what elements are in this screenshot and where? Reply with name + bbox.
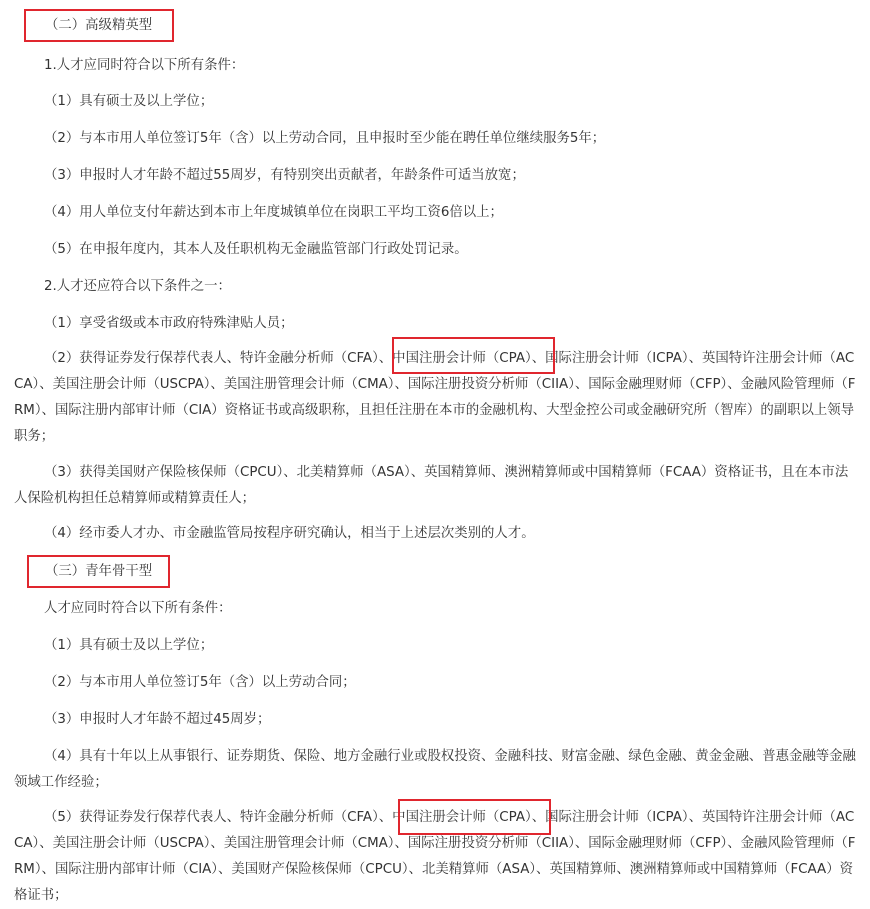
section2-req2-item-3: （3）获得美国财产保险核保师（CPCU）、北美精算师（ASA）、英国精算师、澳洲精算师或中国精算师（FCAA）资格证书，且在本市法人保险机构担任总精算师或精算责任人； — [14, 465, 849, 506]
section3-cpa-highlight — [398, 799, 551, 835]
section2-req2-item-1: （1）享受省级或本市政府特殊津贴人员； — [44, 316, 294, 331]
section3-req-title: 人才应同时符合以下所有条件： — [44, 601, 232, 616]
section2-req1-item-2: （2）与本市用人单位签订5年（含）以上劳动合同，且申报时至少能在聘任单位继续服务5年； — [44, 131, 606, 146]
section3-item-1: （1）具有硕士及以上学位； — [44, 638, 214, 653]
section2-req1-item-3: （3）申报时人才年龄不超过55周岁，有特别突出贡献者，年龄条件可适当放宽； — [44, 168, 525, 183]
section2-cpa-highlight — [392, 337, 555, 374]
section2-req1-item-5: （5）在申报年度内，其本人及任职机构无金融监管部门行政处罚记录。 — [44, 242, 468, 257]
section3-item-5: （5）获得证券发行保荐代表人、特许金融分析师（CFA）、中国注册会计师（CPA）、国际注册会计师（ICPA）、英国特许注册会计师（ACCA）、美国注册会计师（USCPA）、美国注册管理会计师（CMA）、国际注册投资分析师（CIIA）、国际金融理财师（CFP）、金融风险管理师（FRM）、国际注册内部审计师（CIA）、美国财产保险核保师（CPCU）、北美精算师（ASA）、英国精算师、澳洲精算师或中国精算师（FCAA）资格证书； — [14, 810, 856, 903]
section2-req1-item-4: （4）用人单位支付年薪达到本市上年度城镇单位在岗职工平均工资6倍以上； — [44, 205, 503, 220]
section2-req2-item-4: （4）经市委人才办、市金融监管局按程序研究确认，相当于上述层次类别的人才。 — [44, 526, 535, 541]
section3-heading: （三）青年骨干型 — [45, 564, 153, 579]
section2-heading: （二）高级精英型 — [45, 18, 153, 33]
section2-req2-title: 2.人才还应符合以下条件之一： — [44, 279, 231, 294]
section3-item-3: （3）申报时人才年龄不超过45周岁； — [44, 712, 271, 727]
section2-req1-title: 1.人才应同时符合以下所有条件： — [44, 58, 245, 73]
section3-item-2: （2）与本市用人单位签订5年（含）以上劳动合同； — [44, 675, 356, 690]
section2-req1-item-1: （1）具有硕士及以上学位； — [44, 94, 214, 109]
section3-item-4: （4）具有十年以上从事银行、证券期货、保险、地方金融行业或股权投资、金融科技、财富金融、绿色金融、黄金金融、普惠金融等金融领域工作经验； — [14, 749, 856, 790]
section2-req2-item-2: （2）获得证券发行保荐代表人、特许金融分析师（CFA）、中国注册会计师（CPA）、国际注册会计师（ICPA）、英国特许注册会计师（ACCA）、美国注册会计师（USCPA）、美国注册管理会计师（CMA）、国际注册投资分析师（CIIA）、国际金融理财师（CFP）、金融风险管理师（FRM）、国际注册内部审计师（CIA）资格证书或高级职称，且担任注册在本市的金融机构、大型金控公司或金融研究所（智库）的副职以上领导职务； — [14, 351, 856, 444]
